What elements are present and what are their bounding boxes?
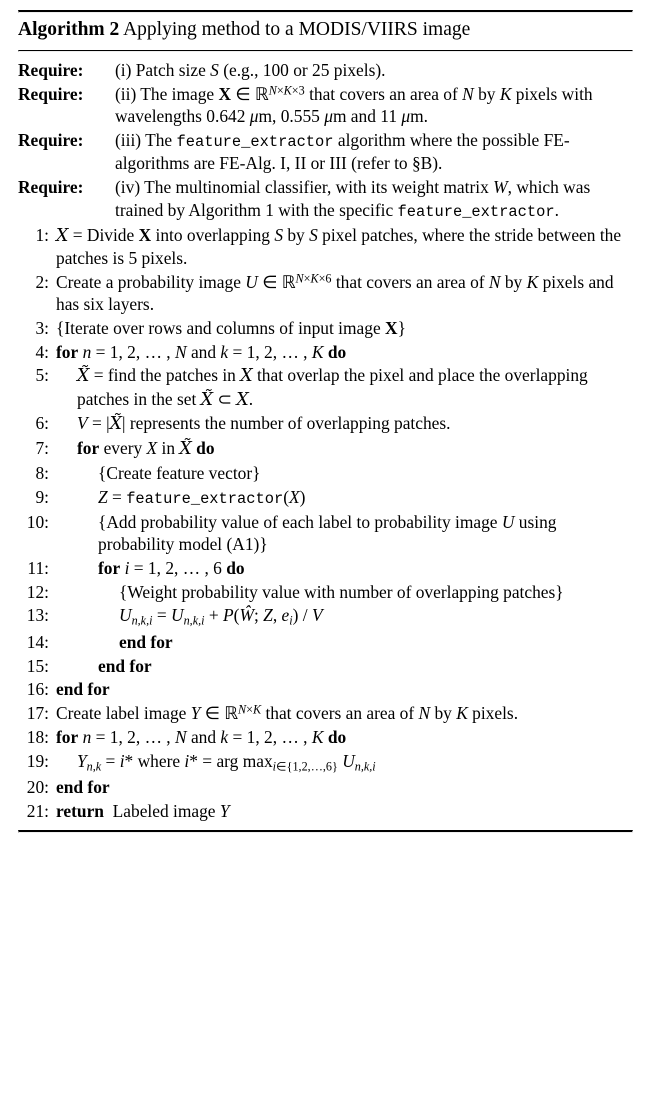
step-text: {Create feature vector} [98, 462, 261, 483]
step-text: Create a probability image U ∈ ℝ$^{N\times K\times 6}$ that covers an area of N by K pixels and has six layers. [56, 271, 614, 315]
step-line [18, 317, 633, 339]
step-line [18, 412, 633, 435]
step-number: 13: [26, 605, 49, 626]
step-line [18, 678, 633, 700]
step-line [18, 511, 633, 556]
step-line [18, 604, 633, 629]
algorithm-label: Algorithm 2 [18, 19, 120, 40]
require-text: (iii) The feature_extractor algorithm where the possible FE-algorithms are FE-Alg. I, II or III (refer to §B). [115, 129, 570, 174]
algorithm-body [18, 52, 633, 830]
step-text: {Add probability value of each label to probability image U using probability model (A1)} [98, 511, 557, 555]
step-line [18, 341, 633, 363]
step-number: 17: [26, 703, 49, 724]
step-text: end for [119, 631, 173, 652]
step-text: Create label image Y ∈ ℝ$^{N\times K}$ that covers an area of N by K pixels. [56, 702, 519, 724]
step-list [18, 224, 633, 823]
step-number: 4: [35, 341, 49, 362]
step-text: for n = 1, 2, … , N and k = 1, 2, … , K do [56, 341, 347, 362]
step-text: {Iterate over rows and columns of input image X} [56, 317, 406, 338]
require-text: (ii) The image X ∈ ℝ$^{N\times K\times 3}$ that covers an area of N by K pixels with wavelengths 0.642 μm, 0.555 μm and 11 μm. [115, 83, 593, 126]
require-text: (iv) The multinomial classifier, with its weight matrix W, which was trained by Algorithm 1 with the specific feature_extractor. [115, 177, 591, 221]
step-text: Z = feature_extractor(X) [98, 486, 306, 508]
step-text: $Y_{n,k} = i*$ where i* = arg $\max_{i\in\{1,2,\dots,6\}} U_{n,k,i}$ [77, 750, 376, 774]
require-text: (i) Patch size S (e.g., 100 or 25 pixels). [115, 59, 386, 80]
step-number: 7: [35, 438, 49, 459]
step-line [18, 750, 633, 775]
step-line [18, 655, 633, 677]
algorithm-title-text: Applying method to a MODIS/VIIRS image [123, 19, 471, 40]
step-number: 19: [26, 750, 49, 771]
step-line [18, 631, 633, 653]
require-keyword: Require: [18, 83, 84, 104]
step-line [18, 800, 633, 822]
step-line [18, 776, 633, 798]
step-text: for n = 1, 2, … , N and k = 1, 2, … , K do [56, 726, 347, 747]
step-text: V = |X̃| represents the number of overlapping patches. [77, 413, 451, 435]
step-number: 12: [26, 581, 49, 602]
step-line [18, 462, 633, 484]
algorithm-title [18, 13, 633, 50]
require-line [18, 83, 633, 128]
require-keyword: Require: [18, 129, 84, 150]
step-number: 2: [35, 271, 49, 292]
step-number: 10: [26, 511, 49, 532]
step-number: 16: [26, 679, 49, 700]
step-number: 3: [35, 317, 49, 338]
step-number: 8: [35, 462, 49, 483]
step-number: 18: [26, 726, 49, 747]
require-keyword: Require: [18, 177, 84, 198]
step-line [18, 271, 633, 316]
algorithm-block [18, 0, 633, 833]
step-number: 11: [27, 557, 49, 578]
step-number: 9: [35, 486, 49, 507]
require-list [18, 59, 633, 222]
step-line [18, 702, 633, 724]
require-line [18, 59, 633, 81]
step-line [18, 437, 633, 460]
step-text: return Labeled image Y [56, 801, 230, 822]
step-line [18, 486, 633, 510]
step-text: for i = 1, 2, … , 6 do [98, 557, 245, 578]
step-line [18, 581, 633, 603]
step-text: end for [56, 679, 110, 700]
step-number: 5: [35, 365, 49, 386]
step-text: {Weight probability value with number of overlapping patches} [119, 581, 564, 602]
step-text: X = Divide X into overlapping S by S pixel patches, where the stride between the patches is 5 pixels. [56, 224, 622, 268]
step-line [18, 726, 633, 748]
step-text: end for [98, 655, 152, 676]
step-text: for every X in X̃ do [77, 438, 215, 460]
step-line [18, 557, 633, 579]
step-text: end for [56, 777, 110, 798]
step-text: $U_{n,k,i} = U_{n,k,i}$ + P(Ŵ; Z, $e_i$) / V [119, 605, 323, 628]
step-line [18, 364, 633, 411]
step-line [18, 224, 633, 270]
require-line [18, 129, 633, 175]
step-number: 14: [26, 631, 49, 652]
step-text: X̃ = find the patches in X that overlap the pixel and place the overlapping patches in the set X̃ ⊂ X. [77, 365, 588, 410]
require-keyword: Require: [18, 59, 84, 80]
require-line [18, 176, 633, 222]
step-number: 21: [26, 801, 49, 822]
step-number: 20: [26, 777, 49, 798]
step-number: 1: [35, 224, 49, 245]
bottom-rule [18, 830, 633, 833]
step-number: 15: [26, 655, 49, 676]
step-number: 6: [35, 413, 49, 434]
